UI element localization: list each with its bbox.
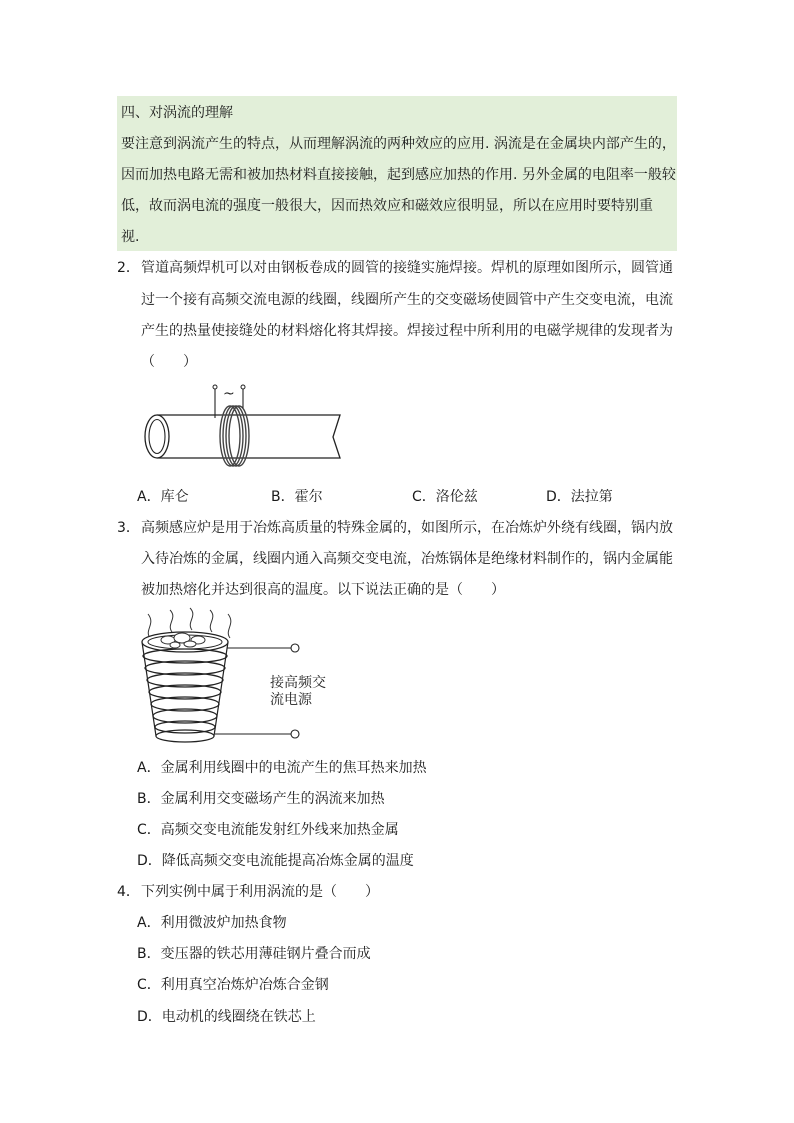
question-3-option-a[interactable]: A．金属利用线圈中的电流产生的焦耳热来加热 — [137, 760, 427, 776]
induction-furnace-figure — [130, 608, 350, 746]
question-3-option-d[interactable]: D．降低高频交变电流能提高冶炼金属的温度 — [137, 853, 414, 869]
question-4-option-d[interactable]: D．电动机的线圈绕在铁芯上 — [137, 1009, 316, 1025]
question-4-stem: 下列实例中属于利用涡流的是（ ） — [141, 884, 379, 900]
question-3-option-b[interactable]: B．金属利用交变磁场产生的涡流来加热 — [137, 791, 385, 807]
question-3-number: 3． — [117, 520, 140, 536]
eddy-current-note — [117, 96, 677, 251]
question-3-stem-line: 入待冶炼的金属，线圈内通入高频交变电流，冶炼锅体是绝缘材料制作的，锅内金属能 — [141, 551, 673, 567]
question-3-option-c[interactable]: C．高频交变电流能发射红外线来加热金属 — [137, 822, 399, 838]
question-2-number: 2． — [117, 260, 140, 276]
question-2-stem-line: 管道高频焊机可以对由钢板卷成的圆管的接缝实施焊接。焊机的原理如图所示，圆管通 — [141, 260, 673, 276]
question-4-option-c[interactable]: C．利用真空冶炼炉冶炼合金钢 — [137, 977, 329, 993]
power-source-label: 流电源 — [270, 692, 312, 708]
question-2-option-d[interactable]: D．法拉第 — [546, 489, 613, 505]
question-2-stem-line: 过一个接有高频交流电源的线圈，线圈所产生的交变磁场使圆管中产生交变电流，电流 — [141, 292, 673, 308]
pipe-welder-figure — [135, 380, 350, 475]
note-title: 四、对涡流的理解 — [121, 105, 233, 121]
question-3-stem-line: 高频感应炉是用于冶炼高质量的特殊金属的，如图所示，在冶炼炉外绕有线圈，锅内放 — [141, 520, 673, 536]
note-line: 要注意到涡流产生的特点，从而理解涡流的两种效应的应用. 涡流是在金属块内部产生的， — [121, 136, 676, 152]
note-line: 低，故而涡电流的强度一般很大，因而热效应和磁效应很明显，所以在应用时要特别重 — [121, 198, 653, 214]
note-line: 视. — [121, 229, 140, 245]
question-2-option-a[interactable]: A．库仑 — [137, 489, 189, 505]
ac-source-symbol: ~ — [223, 386, 235, 402]
note-line: 因而加热电路无需和被加热材料直接接触，起到感应加热的作用. 另外金属的电阻率一般较 — [121, 167, 676, 183]
question-4-option-a[interactable]: A．利用微波炉加热食物 — [137, 915, 287, 931]
question-3-stem-line: 被加热熔化并达到很高的温度。以下说法正确的是（ ） — [141, 582, 505, 598]
question-2-stem-line: 产生的热量使接缝处的材料熔化将其焊接。焊接过程中所利用的电磁学规律的发现者为 — [141, 323, 673, 339]
question-2-stem-line: （ ） — [141, 354, 197, 370]
power-source-label: 接高频交 — [270, 675, 326, 691]
question-4-number: 4． — [117, 884, 140, 900]
question-2-option-c[interactable]: C．洛伦兹 — [412, 489, 478, 505]
question-4-option-b[interactable]: B．变压器的铁芯用薄硅钢片叠合而成 — [137, 946, 371, 962]
question-2-option-b[interactable]: B．霍尔 — [271, 489, 323, 505]
